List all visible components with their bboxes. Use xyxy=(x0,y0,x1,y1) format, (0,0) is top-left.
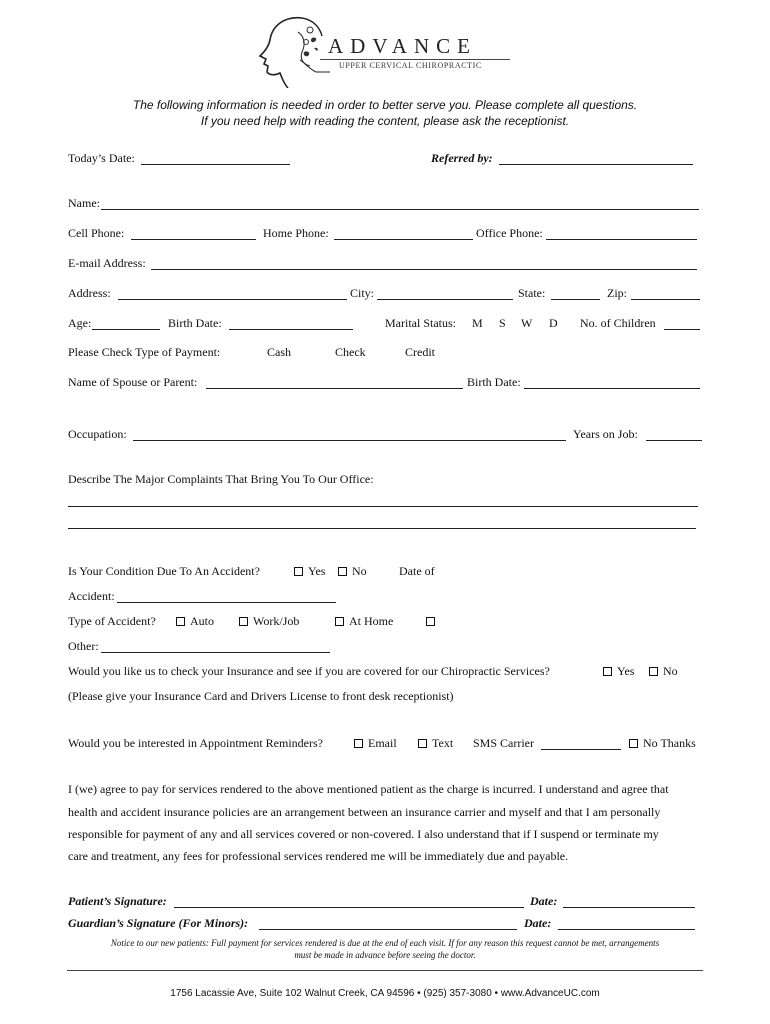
spouse-birth-field[interactable] xyxy=(524,388,700,389)
payment-cash[interactable]: Cash xyxy=(267,345,291,359)
checkbox-icon xyxy=(629,739,638,748)
date-of-label: Date of xyxy=(399,564,435,578)
agreement-line-3: responsible for payment of any and all services covered or non-covered. I also understand that if I suspend or terminate my xyxy=(68,827,659,841)
checkbox-icon xyxy=(649,667,658,676)
no-children-label: No. of Children xyxy=(580,316,656,330)
reminder-no-thanks-checkbox[interactable]: No Thanks xyxy=(629,736,696,751)
checkbox-icon xyxy=(426,617,435,626)
footer-divider xyxy=(67,970,703,971)
logo-tagline: UPPER CERVICAL CHIROPRACTIC xyxy=(339,61,482,70)
accident-date-field[interactable] xyxy=(117,602,336,603)
state-label: State: xyxy=(518,286,546,300)
age-field[interactable] xyxy=(92,329,160,330)
accident-question: Is Your Condition Due To An Accident? xyxy=(68,564,260,578)
notice-line-2: must be made in advance before seeing the doctor. xyxy=(294,950,476,960)
todays-date-label: Today’s Date: xyxy=(68,151,135,165)
complaints-field-2[interactable] xyxy=(68,528,696,529)
checkbox-icon xyxy=(418,739,427,748)
spouse-birth-label: Birth Date: xyxy=(467,375,521,389)
accident-no-checkbox[interactable]: No xyxy=(338,564,367,579)
logo-brand: ADVANCE xyxy=(328,34,477,58)
agreement-line-1: I (we) agree to pay for services rendered to the above mentioned patient as the charge is incurred. I understand and agree that xyxy=(68,782,669,796)
intro-line-2: If you need help with reading the content, please ask the receptionist. xyxy=(200,114,570,128)
marital-option-s[interactable]: S xyxy=(499,316,506,330)
patient-date-field[interactable] xyxy=(563,907,695,908)
age-label: Age: xyxy=(68,316,92,330)
sms-carrier-label: SMS Carrier xyxy=(473,736,534,750)
marital-status-label: Marital Status: xyxy=(385,316,456,330)
payment-label: Please Check Type of Payment: xyxy=(68,345,221,359)
checkbox-icon xyxy=(239,617,248,626)
insurance-question: Would you like us to check your Insurance and see if you are covered for our Chiropractic Services? xyxy=(68,664,550,678)
cell-phone-field[interactable] xyxy=(131,239,256,240)
marital-option-d[interactable]: D xyxy=(549,316,558,330)
checkbox-icon xyxy=(294,567,303,576)
intro-line-1: The following information is needed in order to better serve you. Please complete all questions. xyxy=(132,98,638,112)
accident-date-label: Accident: xyxy=(68,589,115,603)
name-field[interactable] xyxy=(101,209,699,210)
state-field[interactable] xyxy=(551,299,600,300)
cell-phone-label: Cell Phone: xyxy=(68,226,125,240)
guardian-date-label: Date: xyxy=(524,916,552,930)
guardian-date-field[interactable] xyxy=(558,929,695,930)
marital-option-w[interactable]: W xyxy=(521,316,533,330)
office-phone-label: Office Phone: xyxy=(476,226,543,240)
guardian-signature-field[interactable] xyxy=(259,929,517,930)
address-field[interactable] xyxy=(118,299,347,300)
occupation-field[interactable] xyxy=(133,440,566,441)
accident-type-work[interactable]: Work/Job xyxy=(239,614,299,629)
checkbox-icon xyxy=(338,567,347,576)
accident-type-home[interactable]: At Home xyxy=(335,614,393,629)
birth-date-label: Birth Date: xyxy=(168,316,222,330)
accident-type-other-checkbox[interactable] xyxy=(426,614,440,629)
footer-contact: 1756 Lacassie Ave, Suite 102 Walnut Creek, CA 94596 • (925) 357-3080 • www.AdvanceUC.com xyxy=(170,988,600,999)
city-field[interactable] xyxy=(377,299,513,300)
accident-type-label: Type of Accident? xyxy=(68,614,156,628)
years-on-job-label: Years on Job: xyxy=(573,427,638,441)
zip-field[interactable] xyxy=(631,299,700,300)
home-phone-label: Home Phone: xyxy=(263,226,329,240)
insurance-note: (Please give your Insurance Card and Drivers License to front desk receptionist) xyxy=(68,689,454,703)
complaints-label: Describe The Major Complaints That Bring You To Our Office: xyxy=(68,472,374,486)
checkbox-icon xyxy=(603,667,612,676)
accident-type-auto[interactable]: Auto xyxy=(176,614,214,629)
patient-signature-field[interactable] xyxy=(174,907,524,908)
marital-option-m[interactable]: M xyxy=(472,316,483,330)
agreement-line-4: care and treatment, any fees for professional services rendered me will be immediately due and payable. xyxy=(68,849,569,863)
checkbox-icon xyxy=(354,739,363,748)
birth-date-field[interactable] xyxy=(229,329,353,330)
city-label: City: xyxy=(350,286,375,300)
logo-face-icon xyxy=(254,12,334,88)
patient-signature-label: Patient’s Signature: xyxy=(68,894,167,908)
payment-credit[interactable]: Credit xyxy=(405,345,435,359)
reminders-question: Would you be interested in Appointment Reminders? xyxy=(68,736,323,750)
guardian-signature-label: Guardian’s Signature (For Minors): xyxy=(68,916,249,930)
checkbox-icon xyxy=(335,617,344,626)
insurance-no-checkbox[interactable]: No xyxy=(649,664,678,679)
other-field[interactable] xyxy=(101,652,330,653)
agreement-line-2: health and accident insurance policies are an arrangement between an insurance carrier and myself and that I am personally xyxy=(68,805,661,819)
referred-by-field[interactable] xyxy=(499,164,693,165)
checkbox-icon xyxy=(176,617,185,626)
sms-carrier-field[interactable] xyxy=(541,749,621,750)
spouse-field[interactable] xyxy=(206,388,463,389)
home-phone-field[interactable] xyxy=(334,239,473,240)
todays-date-field[interactable] xyxy=(141,164,290,165)
insurance-yes-checkbox[interactable]: Yes xyxy=(603,664,634,679)
address-label: Address: xyxy=(68,286,111,300)
email-label: E-mail Address: xyxy=(68,256,146,270)
notice-line-1: Notice to our new patients: Full payment for services rendered is due at the end of each visit. If for any reason this request cannot be met, arrangements xyxy=(110,938,660,948)
logo-rule xyxy=(320,59,510,60)
payment-check[interactable]: Check xyxy=(335,345,366,359)
spouse-label: Name of Spouse or Parent: xyxy=(68,375,198,389)
no-children-field[interactable] xyxy=(664,329,700,330)
years-on-job-field[interactable] xyxy=(646,440,702,441)
reminder-email-checkbox[interactable]: Email xyxy=(354,736,397,751)
patient-date-label: Date: xyxy=(530,894,558,908)
office-phone-field[interactable] xyxy=(546,239,697,240)
referred-by-label: Referred by: xyxy=(431,151,493,165)
zip-label: Zip: xyxy=(607,286,627,300)
other-label: Other: xyxy=(68,639,99,653)
accident-yes-checkbox[interactable]: Yes xyxy=(294,564,325,579)
name-label: Name: xyxy=(68,196,100,210)
complaints-field-1[interactable] xyxy=(68,506,698,507)
reminder-text-checkbox[interactable]: Text xyxy=(418,736,453,751)
occupation-label: Occupation: xyxy=(68,427,127,441)
email-field[interactable] xyxy=(151,269,697,270)
